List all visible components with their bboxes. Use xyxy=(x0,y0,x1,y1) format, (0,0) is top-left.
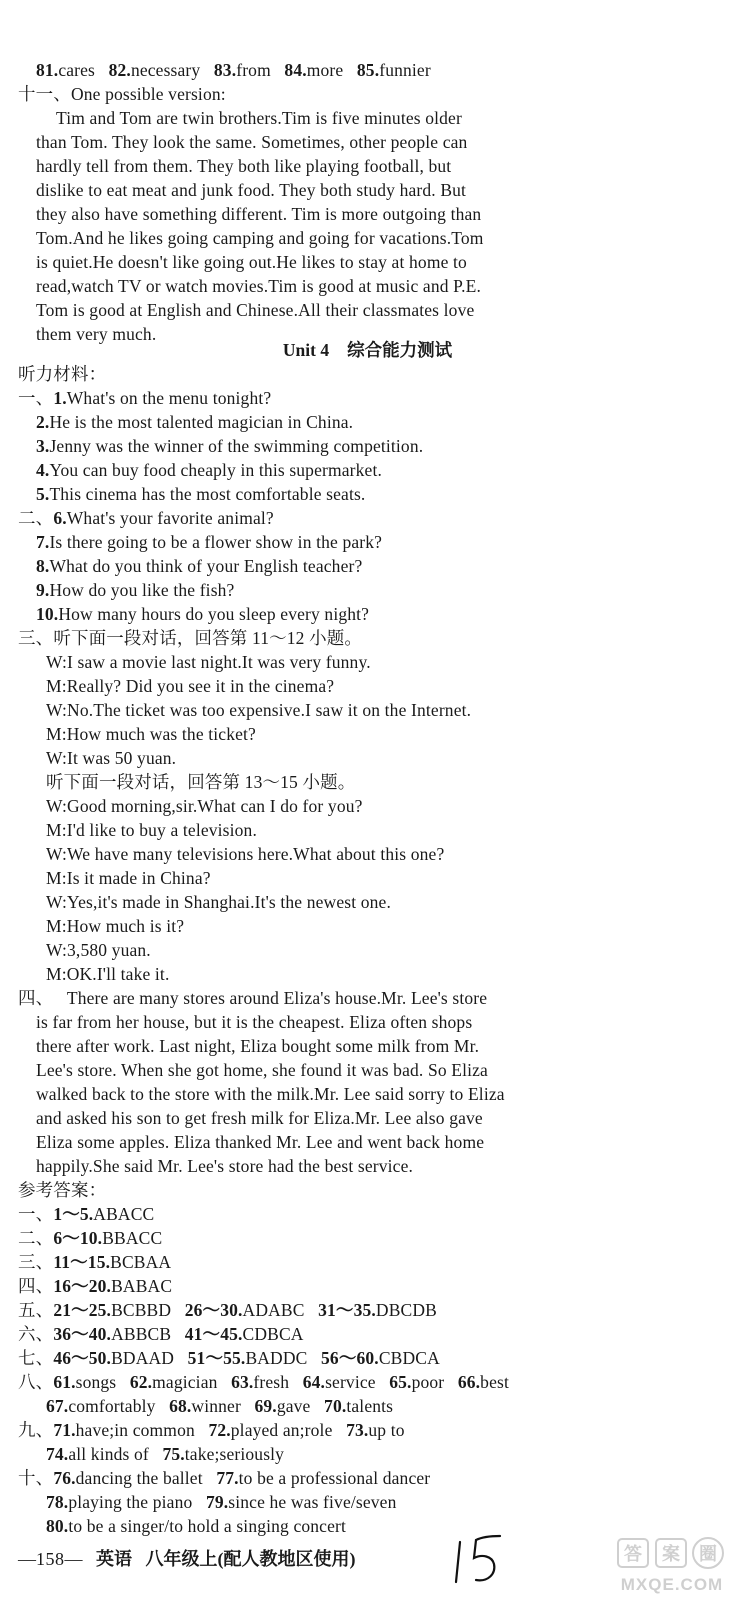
essay-line: read,watch TV or watch movies.Tim is good at music and P.E. xyxy=(36,276,482,296)
essay-line: they also have something different. Tim is more outgoing than xyxy=(36,204,482,224)
dialog-line: W:I saw a movie last night.It was very funny. xyxy=(46,652,371,672)
handwritten-score-mark xyxy=(448,1530,508,1590)
listening-item: 7.Is there going to be a flower show in the park? xyxy=(36,532,383,552)
essay-line: them very much. xyxy=(36,324,157,344)
footer-grade: 八年级上(配人教地区使用) xyxy=(145,1549,356,1569)
dialog-line: W:No.The ticket was too expensive.I saw it on the Internet. xyxy=(46,700,472,720)
unit-title: Unit 4 综合能力测试 xyxy=(282,340,453,360)
answer-row: 74.all kinds of 75.take;seriously xyxy=(46,1444,285,1464)
answer-row: 67.comfortably 68.winner 69.gave 70.talents xyxy=(46,1396,394,1416)
passage-line: happily.She said Mr. Lee's store had the best service. xyxy=(36,1156,414,1176)
essay-line: Tom.And he likes going camping and going for vacations.Tom xyxy=(36,228,484,248)
answer-row: 一、1～5.ABACC xyxy=(18,1204,155,1224)
dialog-line: W:It was 50 yuan. xyxy=(46,748,177,768)
passage-line: Eliza some apples. Eliza thanked Mr. Lee and went back home xyxy=(36,1132,485,1152)
svg-text:MXQE.COM: MXQE.COM xyxy=(620,1575,724,1594)
answer-row: 十、76.dancing the ballet 77.to be a professional dancer xyxy=(18,1468,431,1488)
answer-row: 九、71.have;in common 72.played an;role 73.up to xyxy=(18,1420,405,1440)
answer-row: 六、36～40.ABBCB 41～45.CDBCA xyxy=(18,1324,304,1344)
svg-text:答: 答 xyxy=(624,1544,642,1564)
passage-line: and asked his son to get fresh milk for Eliza.Mr. Lee also gave xyxy=(36,1108,483,1128)
listening-item: 4.You can buy food cheaply in this supermarket. xyxy=(36,460,382,480)
passage-line: is far from her house, but it is the cheapest. Eliza often shops xyxy=(36,1012,473,1032)
answer-row: 80.to be a singer/to hold a singing concert xyxy=(46,1516,346,1536)
svg-text:圈: 圈 xyxy=(699,1544,717,1564)
essay-line: Tim and Tom are twin brothers.Tim is five minutes older xyxy=(56,108,462,128)
dialog-intro: 三、听下面一段对话，回答第 11～12 小题。 xyxy=(18,628,363,648)
dialog-line: W:Good morning,sir.What can I do for you? xyxy=(46,796,363,816)
answer-row: 78.playing the piano 79.since he was five/seven xyxy=(46,1492,397,1512)
essay-line: Tom is good at English and Chinese.All their classmates love xyxy=(36,300,475,320)
dialog-line: M:OK.I'll take it. xyxy=(46,964,170,984)
dialog-line: M:How much was the ticket? xyxy=(46,724,256,744)
listening-item: 9.How do you like the fish? xyxy=(36,580,235,600)
listening-item: 10.How many hours do you sleep every night? xyxy=(36,604,370,624)
passage-line: 四、 There are many stores around Eliza's house.Mr. Lee's store xyxy=(18,988,488,1008)
answer-row: 二、6～10.BBACC xyxy=(18,1228,163,1248)
answer-row: 八、61.songs 62.magician 63.fresh 64.service 65.poor 66.best xyxy=(18,1372,509,1392)
section-11-heading: 十一、One possible version: xyxy=(18,84,226,104)
dialog-line: M:How much is it? xyxy=(46,916,185,936)
dialog-line: W:Yes,it's made in Shanghai.It's the newest one. xyxy=(46,892,391,912)
listening-item: 一、1.What's on the menu tonight? xyxy=(18,388,272,408)
listening-label: 听力材料： xyxy=(18,364,107,384)
dialog-intro: 听下面一段对话，回答第 13～15 小题。 xyxy=(46,772,356,792)
listening-item: 5.This cinema has the most comfortable seats. xyxy=(36,484,366,504)
passage-line: there after work. Last night, Eliza bought some milk from Mr. xyxy=(36,1036,480,1056)
dialog-line: M:Is it made in China? xyxy=(46,868,211,888)
footer-subject: 英语 xyxy=(96,1549,132,1569)
essay-line: hardly tell from them. They both like playing football, but xyxy=(36,156,452,176)
page-number: 158 xyxy=(36,1549,65,1569)
essay-line: than Tom. They look the same. Sometimes, other people can xyxy=(36,132,468,152)
listening-item: 二、6.What's your favorite animal? xyxy=(18,508,274,528)
svg-text:案: 案 xyxy=(662,1544,680,1564)
listening-item: 3.Jenny was the winner of the swimming competition. xyxy=(36,436,424,456)
watermark-logo xyxy=(612,1535,732,1597)
answers-81-85: 81.cares 82.necessary 83.from 84.more 85.funnier xyxy=(36,60,431,80)
passage-line: walked back to the store with the milk.Mr. Lee said sorry to Eliza xyxy=(36,1084,505,1104)
dialog-line: M:I'd like to buy a television. xyxy=(46,820,257,840)
answer-row: 七、46～50.BDAAD 51～55.BADDC 56～60.CBDCA xyxy=(18,1348,440,1368)
page-footer: —158— 英语 八年级上(配人教地区使用) xyxy=(18,1549,356,1569)
dialog-line: M:Really? Did you see it in the cinema? xyxy=(46,676,335,696)
dialog-line: W:3,580 yuan. xyxy=(46,940,151,960)
passage-line: Lee's store. When she got home, she found it was bad. So Eliza xyxy=(36,1060,488,1080)
answers-label: 参考答案： xyxy=(18,1180,107,1200)
essay-line: dislike to eat meat and junk food. They both study hard. But xyxy=(36,180,467,200)
answer-row: 五、21～25.BCBBD 26～30.ADABC 31～35.DBCDB xyxy=(18,1300,437,1320)
answer-row: 三、11～15.BCBAA xyxy=(18,1252,172,1272)
listening-item: 8.What do you think of your English teacher? xyxy=(36,556,363,576)
dialog-line: W:We have many televisions here.What about this one? xyxy=(46,844,445,864)
listening-item: 2.He is the most talented magician in China. xyxy=(36,412,354,432)
answer-row: 四、16～20.BABAC xyxy=(18,1276,173,1296)
essay-line: is quiet.He doesn't like going out.He likes to stay at home to xyxy=(36,252,467,272)
